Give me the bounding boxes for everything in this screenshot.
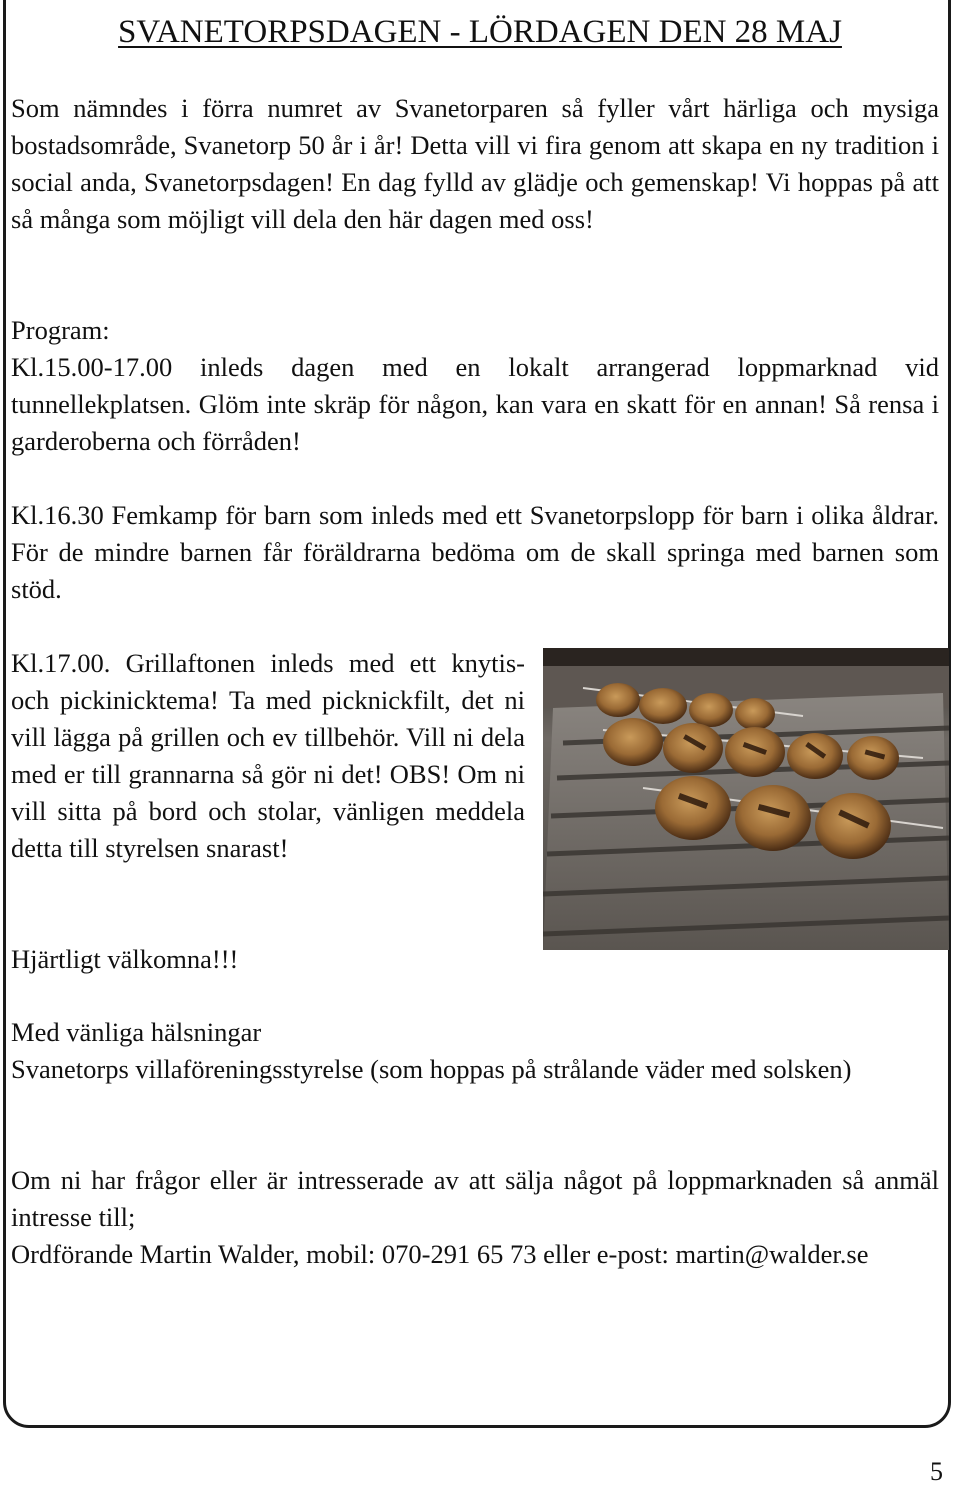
grill-skewers-photo xyxy=(543,648,949,950)
page-number: 5 xyxy=(930,1457,943,1486)
contact-question: Om ni har frågor eller är intresserade av att sälja något på loppmarknaden så anmäl intresse till; xyxy=(11,1165,939,1232)
page-title: SVANETORPSDAGEN - LÖRDAGEN DEN 28 MAJ xyxy=(118,14,842,50)
program-item-pentathlon: Kl.16.30 Femkamp för barn som inleds med ett Svanetorpslopp för barn i olika åldrar. För de mindre barnen får föräldrarna bedöma om de skall springa med barnen som stöd. xyxy=(11,500,939,604)
program-item-flea-market: Kl.15.00-17.00 inleds dagen med en lokalt arrangerad loppmarknad vid tunnellekplatsen. Glöm inte skräp för någon, kan vara en skatt för en annan! Så rensa i garderoberna och förråden! xyxy=(11,352,939,456)
program-label: Program: xyxy=(11,315,110,345)
closing-greeting: Med vänliga hälsningar xyxy=(11,1017,262,1047)
intro-paragraph: Som nämndes i förra numret av Svanetorparen så fyller vårt härliga och mysiga bostadsområde, Svanetorp 50 år i år! Detta vill vi fira genom att skapa en ny tradition i social anda, Svanetorpsdagen! En dag fylld av glädje och gemenskap! Vi hoppas på att så många som möjligt vill dela den här dagen med oss! xyxy=(11,93,939,234)
closing-sender: Svanetorps villaföreningsstyrelse (som hoppas på strålande väder med solsken) xyxy=(11,1054,852,1084)
program-item-barbecue: Kl.17.00. Grillaftonen inleds med ett knytis- och pickinicktema! Ta med picknickfilt, det ni vill lägga på grillen och ev tillbehör. Vill ni dela med er till grannarna så gör ni det! OBS! Om ni vill sitta på bord och stolar, vänligen meddela detta till styrelsen snarast! xyxy=(11,648,525,863)
welcome-text: Hjärtligt välkomna!!! xyxy=(11,944,239,974)
contact-details: Ordförande Martin Walder, mobil: 070-291 65 73 eller e-post: martin@walder.se xyxy=(11,1239,869,1269)
